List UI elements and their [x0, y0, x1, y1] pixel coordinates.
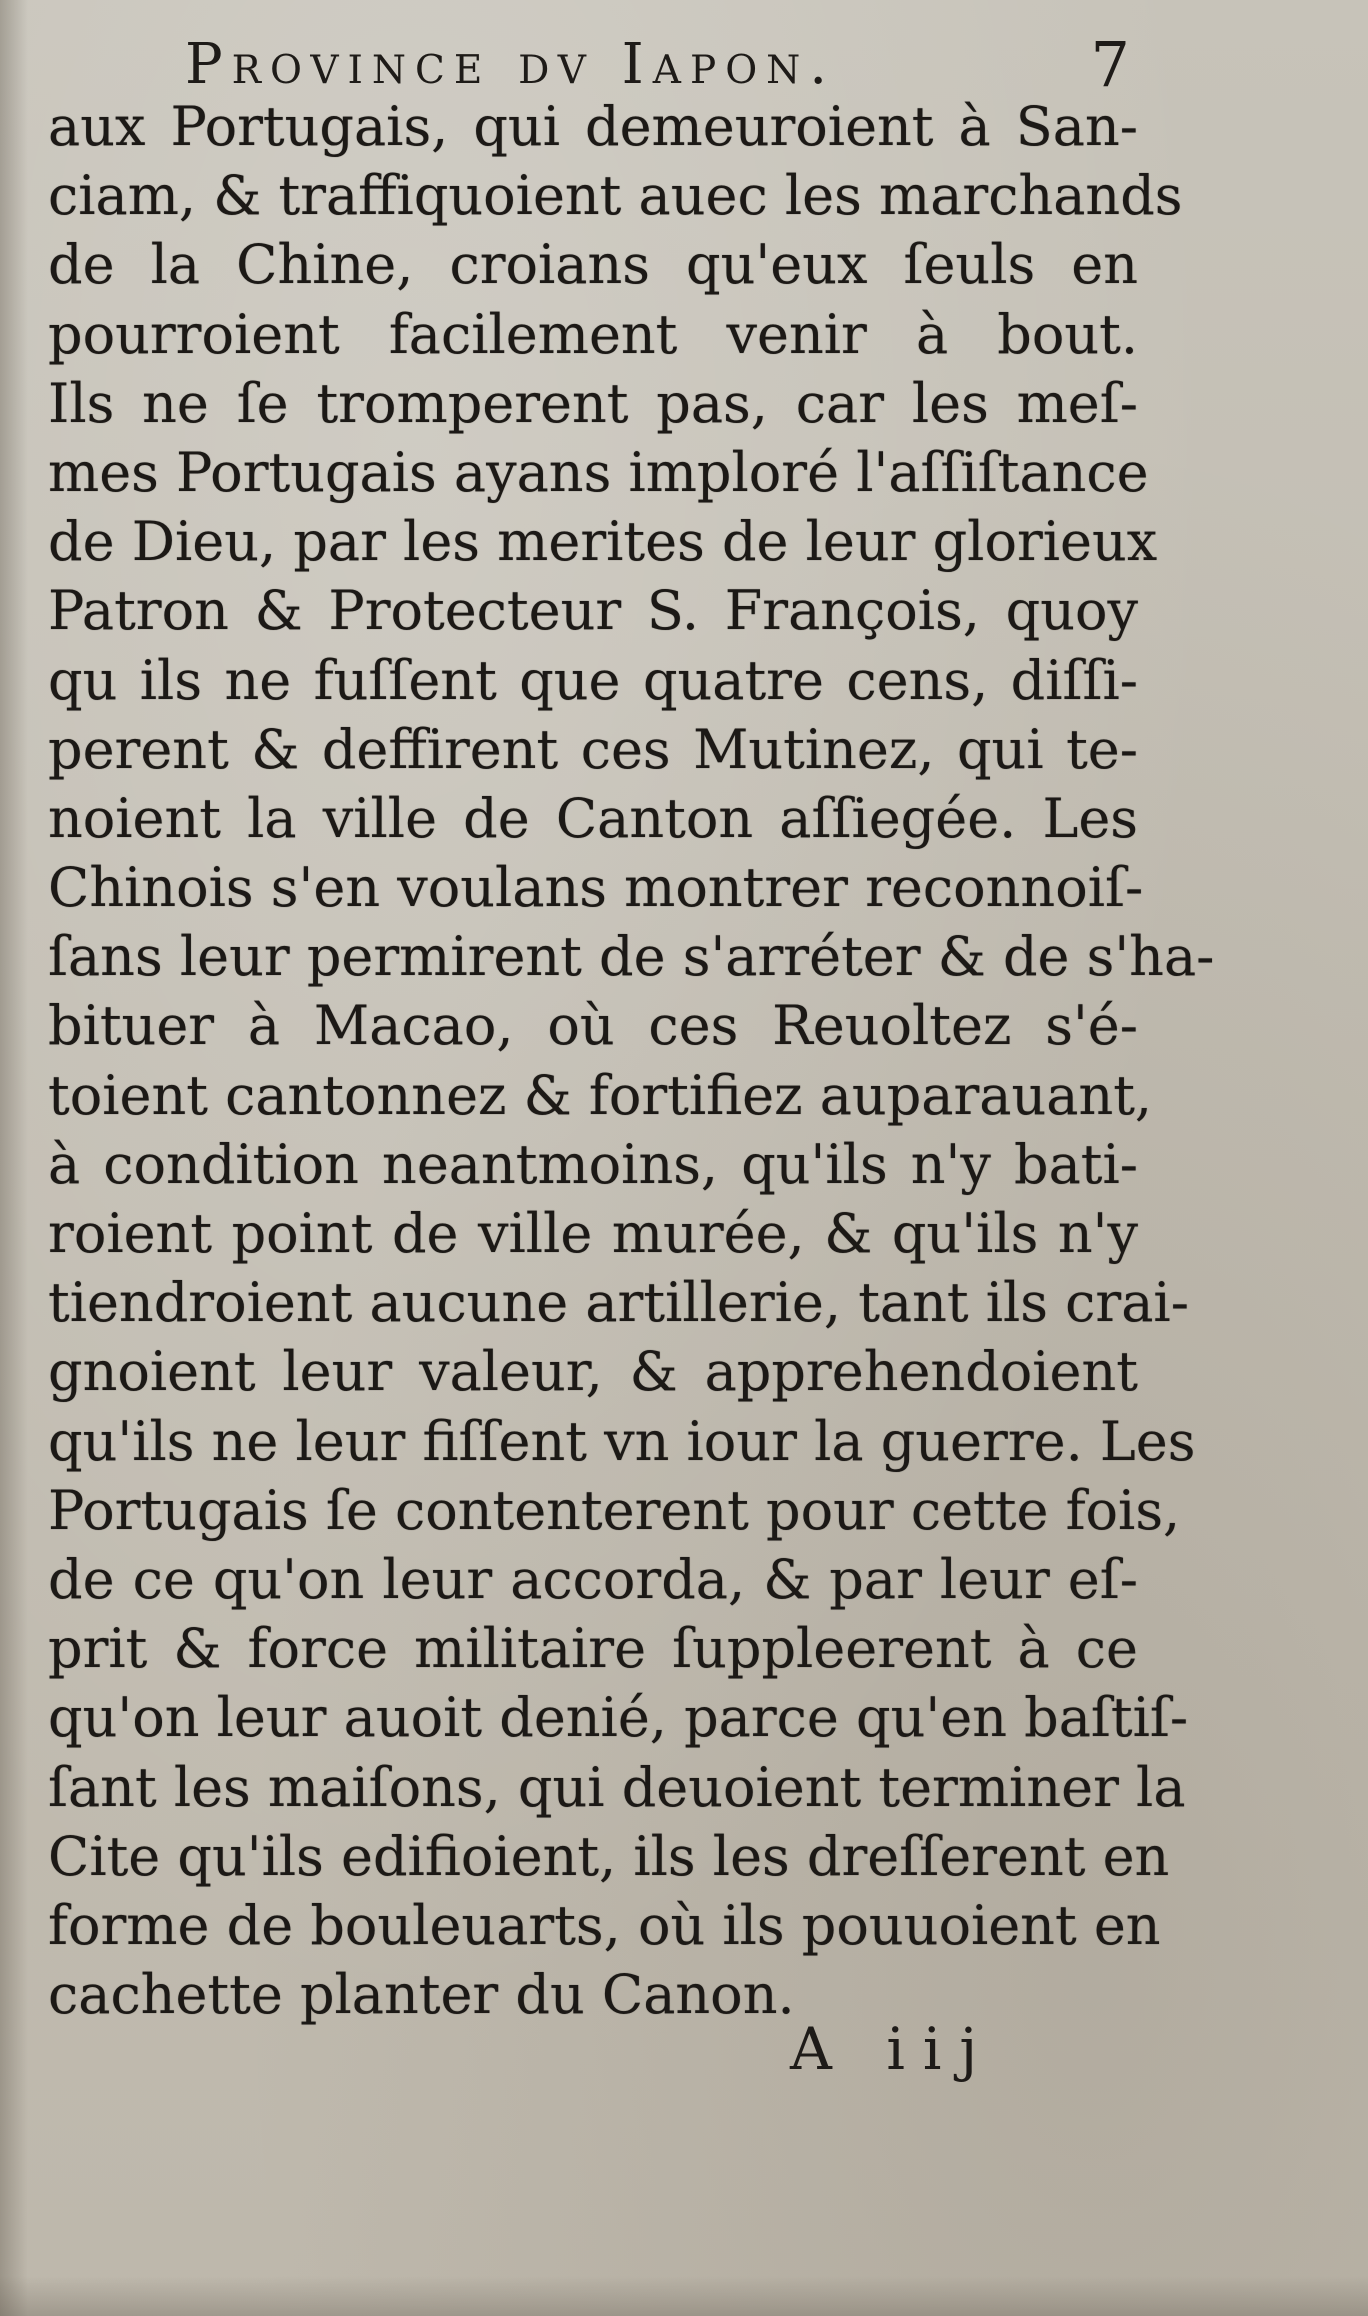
body-text — [48, 92, 1215, 2029]
text-line-last: cachette planter du Canon. — [48, 1963, 795, 2027]
signature-mark: A iij — [790, 2015, 996, 2083]
text-line: ſant les maiſons, qui deuoient terminer la — [48, 1755, 1186, 1819]
text-line: Chinois s'en voulans montrer reconnoiſ- — [48, 856, 1144, 920]
text-line: ſans leur permirent de s'arréter & de s'ha- — [48, 925, 1215, 989]
text-line: qu'ils ne leur fiſſent vn iour la guerre. Les — [48, 1409, 1196, 1473]
text-line: de Dieu, par les merites de leur glorieux — [48, 510, 1158, 574]
text-line: Patron & Protecteur S. François, quoy — [48, 579, 1138, 643]
text-line: prit & force militaire ſuppleerent à ce — [48, 1617, 1138, 1681]
text-line: gnoient leur valeur, & apprehendoient — [48, 1340, 1138, 1404]
text-line: bituer à Macao, où ces Reuoltez s'é- — [48, 994, 1138, 1058]
running-head: Province dv Iapon. — [185, 32, 837, 97]
text-line: de ce qu'on leur accorda, & par leur eſ- — [48, 1547, 1138, 1611]
text-line: qu'on leur auoit denié, parce qu'en baſtiſ- — [48, 1686, 1189, 1750]
text-line: perent & deffirent ces Mutinez, qui te- — [48, 717, 1138, 781]
text-line: Portugais ſe contenterent pour cette fois, — [48, 1478, 1181, 1542]
text-line: Cite qu'ils edifioient, ils les dreſſerent en — [48, 1824, 1170, 1888]
text-line: forme de bouleuarts, où ils pouuoient en — [48, 1893, 1161, 1957]
text-line: pourroient facilement venir à bout. — [48, 302, 1138, 366]
text-line: qu ils ne fuſſent que quatre cens, diſſi- — [48, 648, 1138, 712]
page-bottom-shadow — [0, 2276, 1368, 2316]
text-line: ciam, & traffiquoient auec les marchands — [48, 164, 1183, 228]
text-line: à condition neantmoins, qu'ils n'y bati- — [48, 1132, 1138, 1196]
text-line: roient point de ville murée, & qu'ils n'y — [48, 1202, 1138, 1265]
text-line: Ils ne ſe tromperent pas, car les meſ- — [48, 371, 1138, 435]
text-line: noient la ville de Canton aſſiegée. Les — [48, 786, 1138, 850]
text-line: toient cantonnez & fortifiez auparauant, — [48, 1063, 1153, 1127]
text-line: mes Portugais ayans imploré l'aſſiſtance — [48, 440, 1149, 504]
text-line: aux Portugais, qui demeuroient à San- — [48, 95, 1138, 158]
text-line: de la Chine, croians qu'eux ſeuls en — [48, 233, 1138, 297]
page-edge-shadow — [0, 0, 28, 2316]
page-number: 7 — [1090, 28, 1130, 101]
text-line: tiendroient aucune artillerie, tant ils crai- — [48, 1271, 1189, 1335]
